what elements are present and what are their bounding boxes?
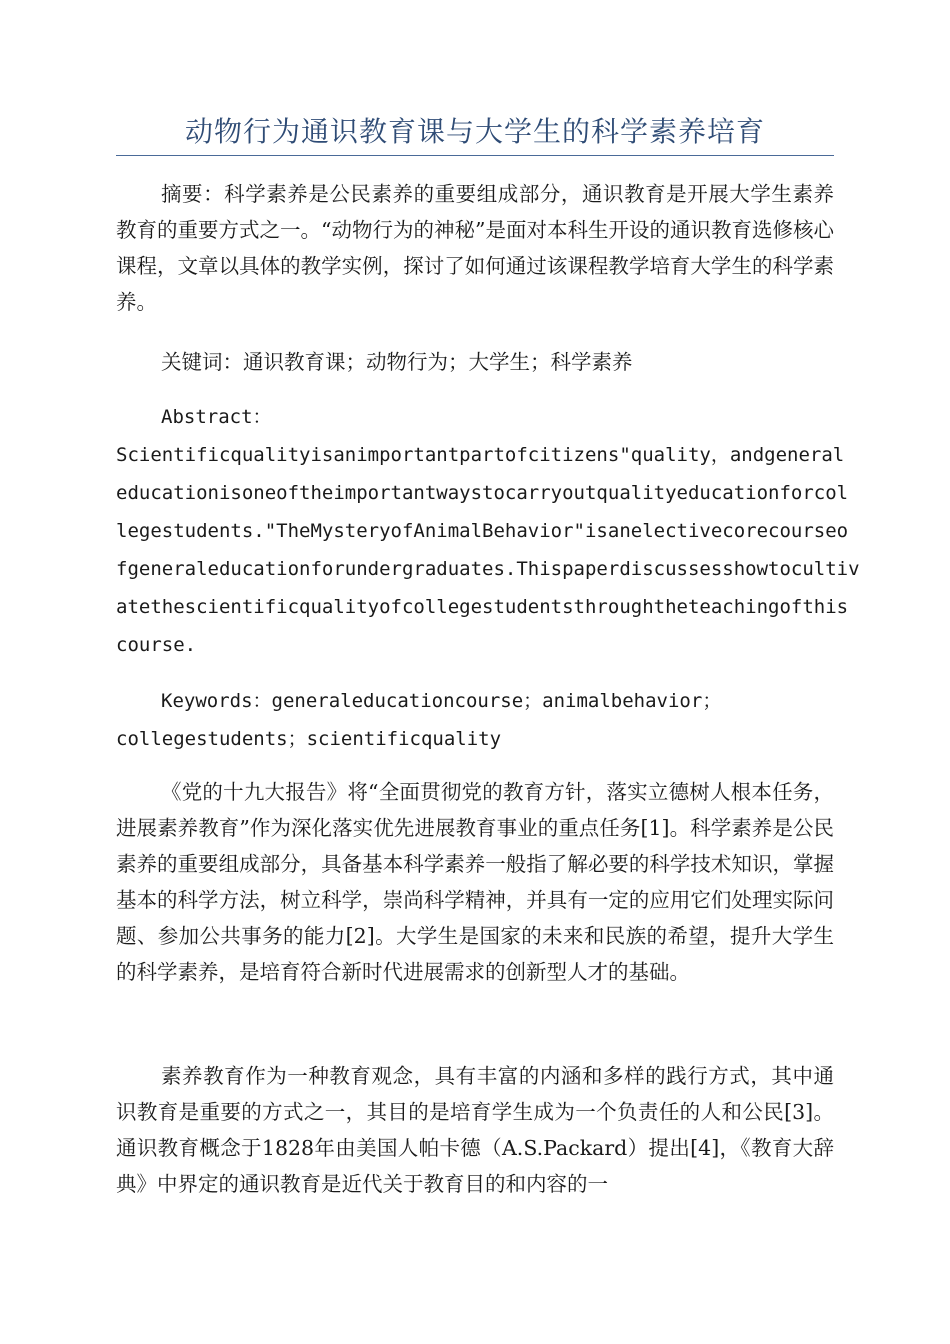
- abstract-en-label: Abstract：: [161, 406, 272, 428]
- keywords-cn: 关键词：通识教育课；动物行为；大学生；科学素养: [161, 350, 633, 374]
- abstract-en-line: atethescientificqualityofcollegestudentsthroughtheteachingofthis: [116, 596, 849, 618]
- abstract-en-line: Scientificqualityisanimportantpartofcitizens"quality，andgeneral: [116, 444, 845, 466]
- keywords-en: [116, 682, 834, 758]
- keywords-en-line: collegestudents；scientificquality: [116, 728, 502, 750]
- document-title: 动物行为通识教育课与大学生的科学素养培育: [184, 115, 765, 148]
- abstract-en: [116, 398, 860, 664]
- abstract-en-line: educationisoneoftheimportantwaystocarryoutqualityeducationforcol: [116, 482, 849, 504]
- title-underline: [116, 155, 834, 156]
- abstract-cn: 摘要：科学素养是公民素养的重要组成部分，通识教育是开展大学生素养教育的重要方式之一。“动物行为的神秘”是面对本科生开设的通识教育选修核心课程，文章以具体的教学实例，探讨了如何通过该课程教学培育大学生的科学素养。: [116, 182, 834, 314]
- abstract-en-line: course.: [116, 634, 197, 656]
- keywords-en-line: Keywords：generaleducationcourse；animalbehavior；: [161, 690, 722, 712]
- abstract-en-line: legestudents."TheMysteryofAnimalBehavior"isanelectivecorecourseo: [116, 520, 849, 542]
- abstract-en-line: fgeneraleducationforundergraduates.Thispaperdiscussesshowtocultiv: [116, 558, 860, 580]
- body-paragraph: 《党的十九大报告》将“全面贯彻党的教育方针，落实立德树人根本任务，进展素养教育”作为深化落实优先进展教育事业的重点任务[1]。科学素养是公民素养的重要组成部分，具备基本科学素养一般指了解必要的科学技术知识，掌握基本的科学方法，树立科学，崇尚科学精神，并具有一定的应用它们处理实际问题、参加公共事务的能力[2]。大学生是国家的未来和民族的希望，提升大学生的科学素养，是培育符合新时代进展需求的创新型人才的基础。: [116, 780, 834, 984]
- body-paragraph: 素养教育作为一种教育观念，具有丰富的内涵和多样的践行方式，其中通识教育是重要的方式之一，其目的是培育学生成为一个负责任的人和公民[3]。通识教育概念于1828年由美国人帕卡德（A.S.Packard）提出[4]，《教育大辞典》中界定的通识教育是近代关于教育目的和内容的一: [116, 1064, 834, 1196]
